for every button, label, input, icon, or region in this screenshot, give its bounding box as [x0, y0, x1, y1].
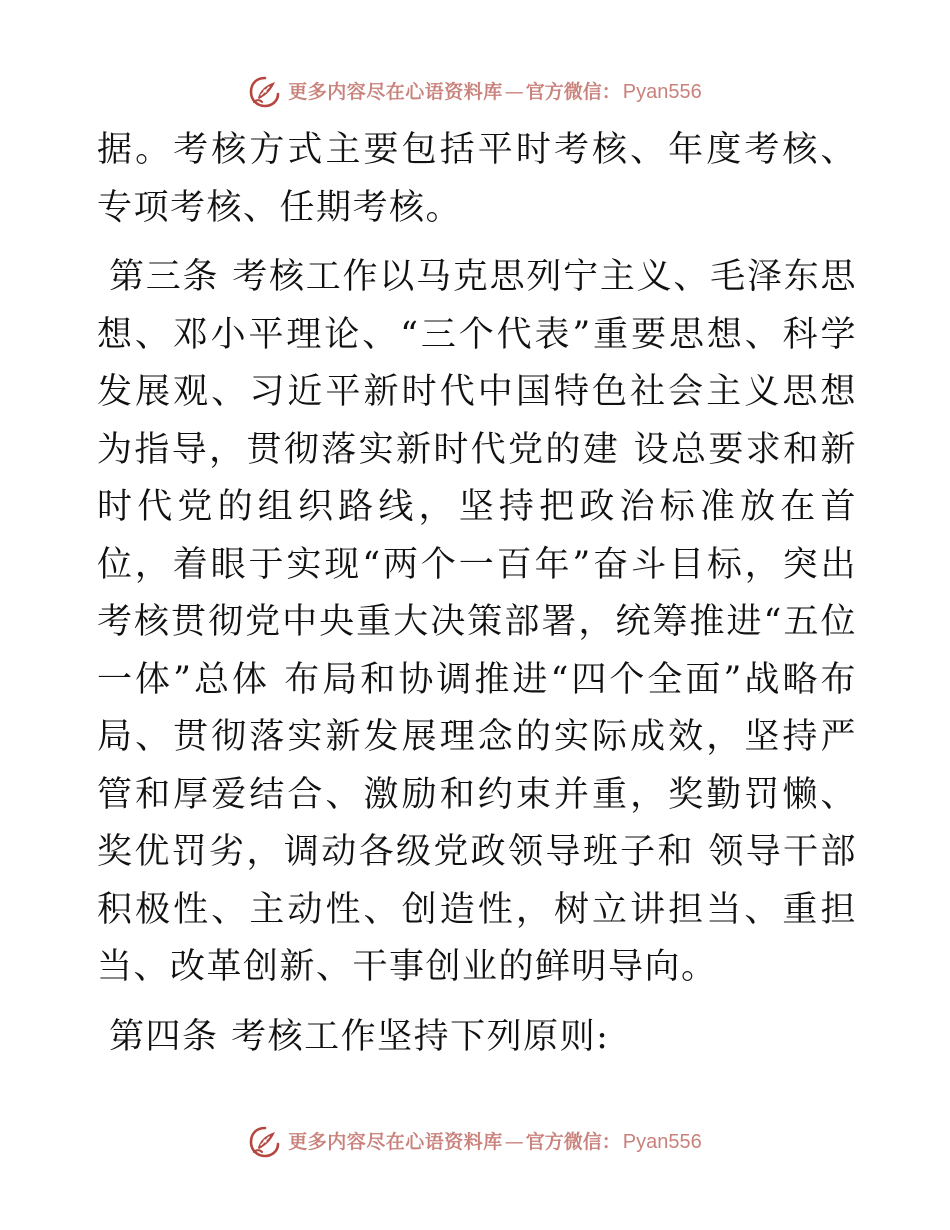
pen-nib-swirl-logo-icon: [248, 1125, 282, 1159]
header-banner-main: 更多内容尽在心语资料库: [288, 80, 503, 103]
footer-banner-text: [288, 1132, 702, 1152]
footer-banner-main: 更多内容尽在心语资料库: [288, 1130, 503, 1153]
paragraph-continuation: 据。考核方式主要包括平时考核、年度考核、专项考核、任期考核。: [97, 130, 857, 228]
paragraph-article-4: 第四条 考核工作坚持下列原则:: [109, 1016, 610, 1057]
header-banner-wechat-id: Pyan556: [622, 81, 702, 103]
footer-banner-wechat-id: Pyan556: [622, 1131, 702, 1153]
footer-banner-separator: —: [504, 1130, 524, 1153]
header-banner-label: 官方微信：: [525, 80, 621, 103]
header-banner-separator: —: [504, 80, 524, 103]
header-banner-text: [288, 82, 702, 102]
paragraph-article-3: 第三条 考核工作以马克思列宁主义、毛泽东思想、邓小平理论、“三个代表”重要思想、科学发展观、习近平新时代中国特色社会主义思想为指导，贯彻落实新时代党的建 设总要求和新时代党的组织路线，坚持把政治标准放在首位，着眼于实现“两个一百年”奋斗目标，突出考核贯彻党中央重大决策部署，统筹推进“五位一体”总体 布局和协调推进“四个全面”战略布局、贯彻落实新发展理念的实际成效，坚持严管和厚爱结合、激励和约束并重，奖勤罚懒、奖优罚劣，调动各级党政领导班子和 领导干部积极性、主动性、创造性，树立讲担当、重担当、改革创新、干事创业的鲜明导向。: [97, 257, 857, 987]
document-body: [97, 122, 857, 1066]
header-watermark-banner: [0, 72, 950, 112]
pen-nib-swirl-logo-icon: [248, 75, 282, 109]
footer-watermark-banner: [0, 1122, 950, 1162]
footer-banner-label: 官方微信：: [525, 1130, 621, 1153]
